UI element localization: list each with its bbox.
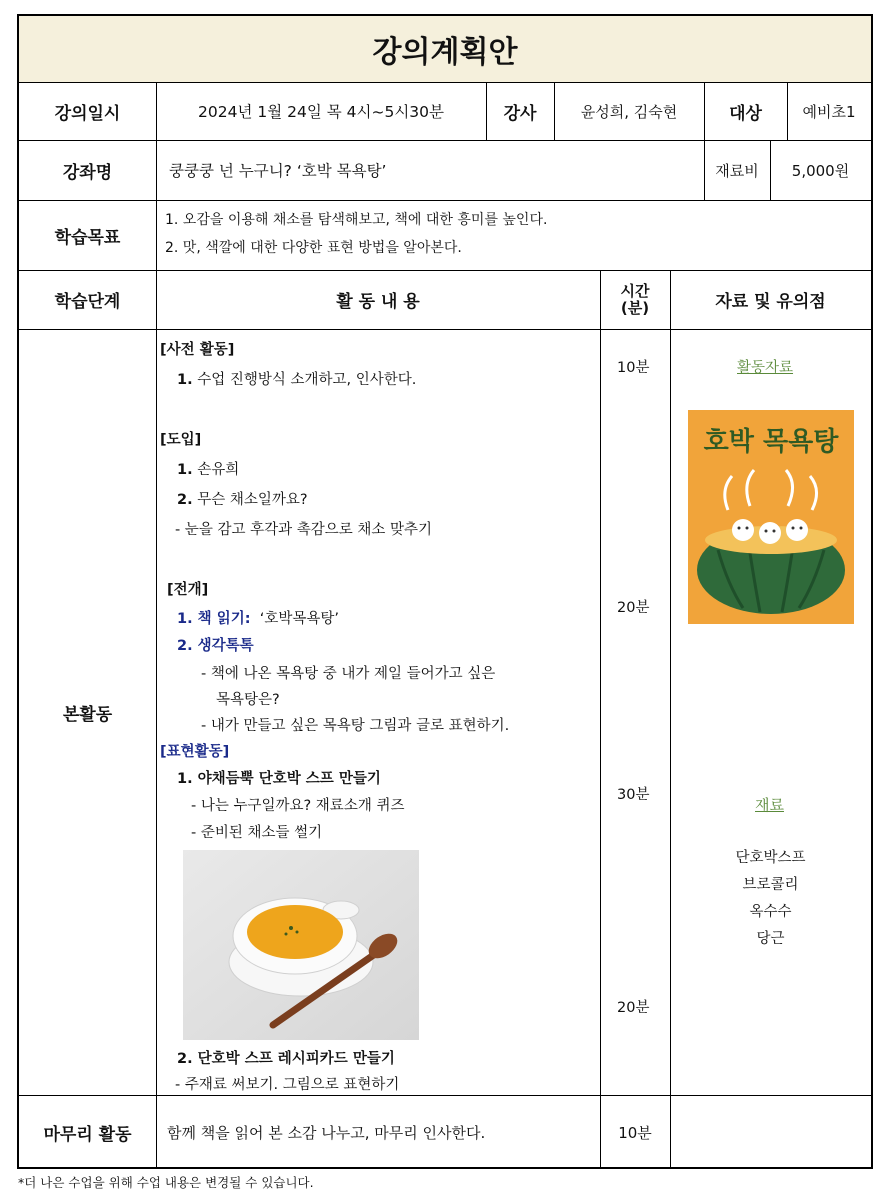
pre-activity-1-num: 1. bbox=[177, 372, 193, 388]
fee-value: 5,000원 bbox=[791, 161, 850, 180]
time-3: 30분 bbox=[617, 787, 650, 803]
pumpkin-soup bbox=[247, 905, 343, 959]
bather-eye bbox=[765, 530, 768, 533]
date-value: 2024년 1월 24일 목 4시~5시30분 bbox=[198, 103, 444, 121]
course-value: 쿵쿵쿵 넌 누구니? ‘호박 목욕탕’ bbox=[169, 162, 387, 180]
goals-label: 학습목표 bbox=[54, 227, 121, 248]
closing-stage-label: 마무리 활동 bbox=[43, 1124, 132, 1145]
time-1: 10분 bbox=[617, 360, 650, 376]
intro-1 bbox=[177, 458, 239, 479]
dev-4: - 내가 만들고 싶은 목욕탕 그림과 글로 표현하기. bbox=[201, 718, 510, 734]
closing-activity: 함께 책을 읽어 본 소감 나누고, 마무리 인사한다. bbox=[167, 1123, 486, 1142]
dev-3a: - 책에 나온 목욕탕 중 내가 제일 들어가고 싶은 bbox=[201, 666, 496, 682]
closing-time: 10분 bbox=[618, 1123, 652, 1142]
page-title: 강의계획안 bbox=[372, 35, 518, 70]
col-notes: 자료 및 유의점 bbox=[715, 292, 826, 312]
book-cover bbox=[688, 410, 854, 624]
fee-label: 재료비 bbox=[715, 161, 759, 180]
target-value: 예비초1 bbox=[802, 102, 856, 121]
herb-garnish bbox=[285, 933, 288, 936]
dev-3b: 목욕탕은? bbox=[216, 692, 280, 708]
herb-garnish bbox=[296, 931, 299, 934]
col-time bbox=[600, 270, 670, 329]
intro-3: - 눈을 감고 후각과 촉감으로 채소 맞추기 bbox=[175, 522, 432, 538]
time-4: 20분 bbox=[617, 1000, 650, 1016]
intro-1-text: 손유희 bbox=[197, 462, 240, 478]
bather-eye bbox=[746, 527, 749, 530]
intro-2 bbox=[177, 488, 308, 509]
lecturer-value: 윤성희, 김숙현 bbox=[580, 102, 678, 121]
col-time-top: 시간 bbox=[620, 281, 650, 300]
col-activity: 활 동 내 용 bbox=[336, 292, 420, 312]
main-stage-label: 본활동 bbox=[62, 704, 113, 725]
soup-photo bbox=[183, 850, 419, 1040]
dev-1-book: ‘호박목욕탕’ bbox=[259, 611, 339, 627]
bather-face bbox=[732, 519, 754, 541]
goal-2: 2. 맛, 색깔에 대한 다양한 표현 방법을 알아본다. bbox=[165, 240, 462, 256]
col-stage: 학습단계 bbox=[54, 292, 121, 312]
intro-2-num: 2. bbox=[177, 492, 193, 508]
book-cover-title: 호박 목욕탕 bbox=[703, 427, 839, 457]
herb-garnish bbox=[289, 926, 293, 930]
intro-title: [도입] bbox=[160, 432, 202, 448]
materials-list bbox=[670, 845, 871, 953]
lesson-plan-table bbox=[17, 14, 873, 1169]
material-item: 단호박스프 bbox=[735, 850, 806, 866]
materials-link[interactable]: 재료 bbox=[755, 796, 784, 814]
lecturer-label: 강사 bbox=[503, 103, 537, 124]
course-label: 강좌명 bbox=[62, 162, 113, 183]
pre-activity-1 bbox=[177, 368, 416, 389]
dev-1-label: 1. 책 읽기: bbox=[177, 611, 251, 627]
footer-note: *더 나은 수업을 위해 수업 내용은 변경될 수 있습니다. bbox=[18, 1175, 314, 1190]
exp-1b: - 준비된 채소들 썰기 bbox=[191, 825, 323, 841]
material-item: 브로콜리 bbox=[742, 877, 799, 893]
intro-2-text: 무슨 채소일까요? bbox=[197, 492, 308, 508]
activity-material-link[interactable]: 활동자료 bbox=[737, 360, 794, 376]
bather-eye bbox=[792, 527, 795, 530]
date-label: 강의일시 bbox=[54, 103, 121, 124]
material-item: 당근 bbox=[756, 931, 785, 947]
exp-2a: - 주재료 써보기. 그림으로 표현하기 bbox=[175, 1077, 400, 1093]
development-title: [전개] bbox=[167, 582, 209, 598]
dev-2: 2. 생각톡톡 bbox=[177, 638, 254, 654]
pre-activity-title: [사전 활동] bbox=[160, 342, 235, 358]
bather-face bbox=[759, 522, 781, 544]
exp-1: 1. 야채듬뿍 단호박 스프 만들기 bbox=[177, 771, 381, 787]
exp-1a: - 나는 누구일까요? 재료소개 퀴즈 bbox=[191, 798, 405, 814]
bather-eye bbox=[773, 530, 776, 533]
dev-1 bbox=[177, 607, 339, 628]
exp-2: 2. 단호박 스프 레시피카드 만들기 bbox=[177, 1051, 395, 1067]
target-label: 대상 bbox=[729, 103, 762, 124]
col-time-bottom: (분) bbox=[620, 298, 650, 317]
bather-eye bbox=[800, 527, 803, 530]
goal-1: 1. 오감을 이용해 채소를 탐색해보고, 책에 대한 흥미를 높인다. bbox=[165, 212, 548, 228]
pre-activity-1-text: 수업 진행방식 소개하고, 인사한다. bbox=[197, 372, 417, 388]
bather-eye bbox=[738, 527, 741, 530]
intro-1-num: 1. bbox=[177, 462, 193, 478]
bather-face bbox=[786, 519, 808, 541]
expression-title: [표현활동] bbox=[160, 744, 230, 760]
material-item: 옥수수 bbox=[749, 904, 792, 920]
time-2: 20분 bbox=[617, 600, 650, 616]
